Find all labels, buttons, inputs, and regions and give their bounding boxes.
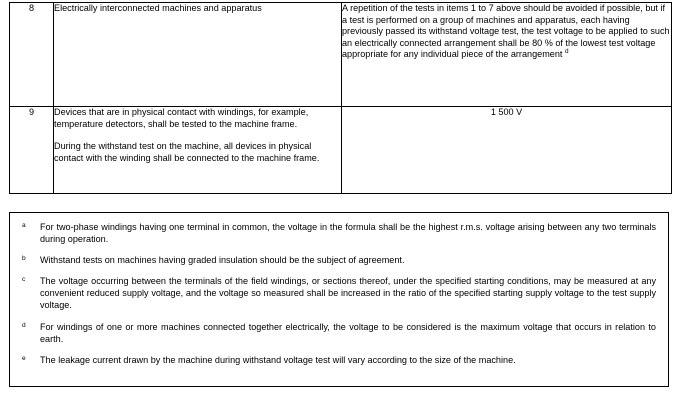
footnote-marker: a xyxy=(22,222,26,229)
footnote-text: The leakage current drawn by the machine during withstand voltage test will vary according to the size of the machine. xyxy=(40,354,516,365)
item-number-cell xyxy=(10,107,54,194)
item-test-voltage-cell xyxy=(342,107,672,194)
footnote-marker: b xyxy=(22,255,26,263)
footnotes-block xyxy=(9,212,669,387)
test-voltage-table xyxy=(9,2,672,194)
test-voltage-text: A repetition of the tests in items 1 to 7 above should be avoided if possible, but if a test is performed on a group of machines and apparatus, each having previously passed its withstand voltage test, the test voltage to be applied to such an electrically connected arrangement shall be 80 % of the lowest test voltage appropriate for any individual piece of the arrangement xyxy=(342,3,670,60)
description-paragraph: During the withstand test on the machine, all devices in physical contact with the winding shall be connected to the machine frame. xyxy=(54,141,320,163)
footnote-text: For windings of one or more machines connected together electrically, the voltage to be considered is the maximum voltage that occurs in relation to earth. xyxy=(40,321,656,344)
footnote-text: The voltage occurring between the terminals of the field windings, or sections thereof, under the specified starting conditions, may be measured at any convenient reduced supply voltage, and the voltage so measured shall be increased in the ratio of the specified starting supply voltage to the test supply voltage. xyxy=(40,276,656,311)
item-description-cell xyxy=(54,107,342,194)
footnote-item xyxy=(16,275,656,311)
table-row xyxy=(10,107,672,194)
test-voltage-paragraph xyxy=(342,3,671,61)
footnote-item xyxy=(16,254,656,266)
description-paragraph: Electrically interconnected machines and apparatus xyxy=(54,3,262,13)
footnote-text: For two-phase windings having one terminal in common, the voltage in the formula shall be the highest r.m.s. voltage arising between any two terminals during operation. xyxy=(40,222,656,245)
footnote-item xyxy=(16,221,656,245)
footnotes-list xyxy=(10,212,668,366)
footnotes-top-rule xyxy=(10,212,668,213)
table-row xyxy=(10,3,672,107)
item-description-cell xyxy=(54,3,342,107)
item-number: 9 xyxy=(28,107,35,117)
footnote-reference: d xyxy=(564,48,569,56)
footnote-item xyxy=(16,321,656,345)
test-voltage-paragraph: 1 500 V xyxy=(490,107,523,117)
item-test-voltage-cell xyxy=(342,3,672,107)
footnote-item xyxy=(16,354,656,366)
footnote-text: Withstand tests on machines having graded insulation should be the subject of agreement. xyxy=(40,255,405,266)
footnote-marker: e xyxy=(22,354,26,362)
description-paragraph: Devices that are in physical contact with windings, for example, temperature detectors, shall be tested to the machine frame. xyxy=(54,107,309,129)
footnote-marker: c xyxy=(22,276,26,284)
item-number: 8 xyxy=(28,3,35,13)
footnote-marker: d xyxy=(22,321,26,329)
item-number-cell xyxy=(10,3,54,107)
